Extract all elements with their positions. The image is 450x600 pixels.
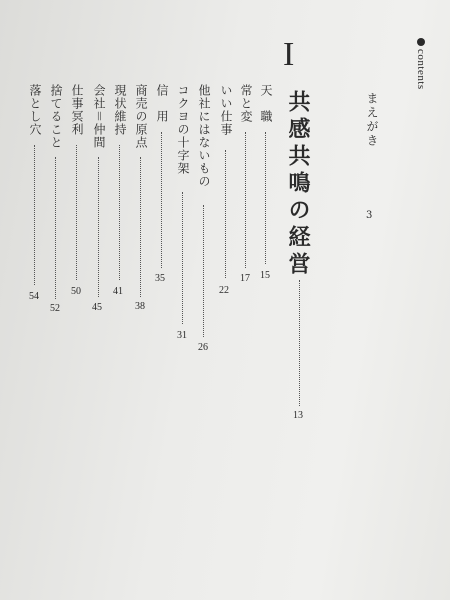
toc-leader [265, 132, 266, 264]
preface-title: まえがき [365, 92, 379, 148]
toc-leader [161, 132, 162, 268]
toc-page-number: 50 [71, 286, 81, 297]
toc-entry[interactable]: 捨てること [49, 84, 63, 149]
toc-leader [225, 150, 226, 278]
toc-leader [34, 145, 35, 285]
toc-entry[interactable]: コクヨの十字架 [176, 84, 190, 175]
toc-entry[interactable]: いい仕事 [219, 84, 233, 136]
contents-header [415, 38, 427, 90]
toc-leader [245, 132, 246, 268]
toc-entry[interactable]: 落とし穴 [28, 84, 42, 136]
toc-leader [76, 145, 77, 280]
part-page-number: 13 [293, 410, 303, 421]
part-leader [299, 280, 300, 406]
toc-page-number: 35 [155, 273, 165, 284]
toc-leader [98, 157, 99, 297]
toc-page-number: 41 [113, 286, 123, 297]
toc-page-number: 54 [29, 291, 39, 302]
preface-page-number: 3 [366, 210, 373, 221]
toc-leader [119, 145, 120, 280]
part-title: 共感共鳴の経営 [285, 90, 311, 279]
toc-entry[interactable]: 現状維持 [113, 84, 127, 136]
toc-entry[interactable]: 常と変 [239, 84, 253, 123]
toc-leader [182, 192, 183, 324]
toc-leader [203, 205, 204, 337]
toc-page-number: 15 [260, 270, 270, 281]
toc-page-number: 22 [219, 285, 229, 296]
toc-entry[interactable]: 信 用 [155, 84, 169, 123]
toc-entry[interactable]: 他社にはないもの [197, 84, 211, 188]
toc-page-number: 38 [135, 301, 145, 312]
toc-page-number: 52 [50, 303, 60, 314]
toc-entry[interactable]: 仕事冥利 [70, 84, 84, 136]
part-number: I [283, 36, 295, 73]
toc-entry[interactable]: 商売の原点 [134, 84, 148, 149]
toc-leader [55, 157, 56, 299]
toc-leader [140, 157, 141, 297]
toc-page-number: 17 [240, 273, 250, 284]
toc-page-number: 45 [92, 302, 102, 313]
toc-page-number: 26 [198, 342, 208, 353]
toc-entry[interactable]: 天 職 [259, 84, 273, 123]
contents-label: contents [415, 49, 427, 90]
toc-entry[interactable]: 会社＝仲間 [92, 84, 106, 150]
toc-page-number: 31 [177, 330, 187, 341]
bullet-icon [417, 38, 425, 46]
